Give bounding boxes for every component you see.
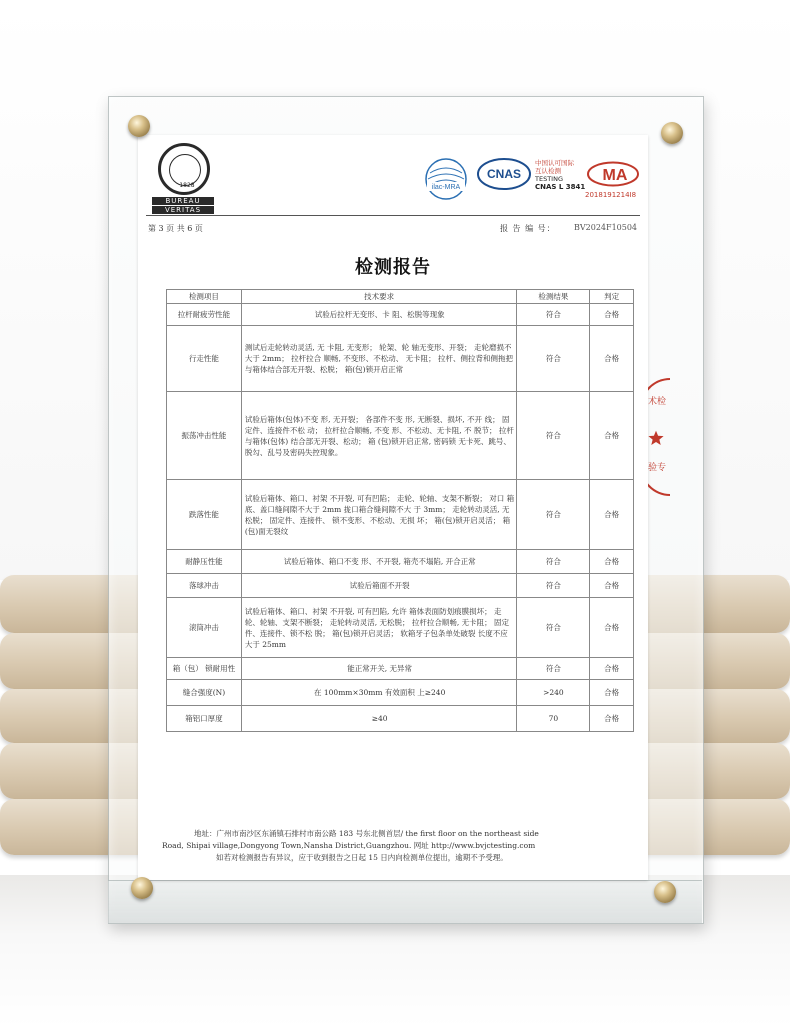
table-row xyxy=(167,598,634,658)
cnas-text-line1: 中国认可国际 xyxy=(535,159,574,167)
report-footer xyxy=(138,828,648,864)
cell-verdict: 合格 xyxy=(590,326,634,392)
cnas-text-line4: CNAS L 3841 xyxy=(535,183,586,191)
cell-item: 箱铝口厚度 xyxy=(167,706,242,732)
cma-text: MA xyxy=(602,167,628,184)
cell-item: 振荡冲击性能 xyxy=(167,392,242,480)
cnas-text-line3: TESTING xyxy=(535,175,563,183)
cell-verdict: 合格 xyxy=(590,550,634,574)
cell-verdict: 合格 xyxy=(590,304,634,326)
cnas-text-line2: 互认检测 xyxy=(535,167,561,175)
cma-number: 2018191214I8 xyxy=(585,191,637,199)
cell-requirement: 测试后走轮转动灵活, 无 卡阻, 无变形； 轮架、轮 轴无变形、开裂； 走轮磨损不大于 2mm； 拉杆拉合 顺畅, 不变形、不松动、 无卡阻； 拉杆、侧拉背和侧拖把与箱体结合部无开裂、松脱； 箱(包)锁开启正常 xyxy=(241,326,517,392)
table-row xyxy=(167,706,634,732)
cell-requirement: 试验后箱体、箱口、衬架 不开裂, 可有凹陷, 允许 箱体表面防划痕膜损坏； 走轮、轮轴、支架不断裂； 走轮转动灵活, 无松脱； 拉杆拉合顺畅, 无卡阻； 固定件、连接件、锁不松 脱； 箱(包)锁开启灵活； 软箱牙子包条单处破裂 长度不应大于 25mm xyxy=(241,598,517,658)
table-header-row xyxy=(167,290,634,304)
seal-text-top: 术检 xyxy=(648,397,667,407)
report-number-label: 报 告 编 号： xyxy=(500,224,556,233)
cell-item: 滚筒冲击 xyxy=(167,598,242,658)
report-title: 检测报告 xyxy=(355,257,431,278)
seal-text-bottom: 验专 xyxy=(648,463,667,473)
cnas-text: CNAS xyxy=(486,167,522,181)
cell-requirement: 试验后箱体、箱口不变 形、不开裂, 箱壳不塌陷, 开合正常 xyxy=(241,550,517,574)
footer-address-line2: Road, Shipai village,Dongyong Town,Nansha District,Guangzhou. 网址 http://www.bvjctesting.com xyxy=(162,841,536,850)
table-row xyxy=(167,304,634,326)
bureau-veritas-logo xyxy=(152,143,218,215)
cell-requirement: ≥40 xyxy=(241,706,517,732)
cell-item: 耐静压性能 xyxy=(167,550,242,574)
cell-verdict: 合格 xyxy=(590,574,634,598)
cell-verdict: 合格 xyxy=(590,598,634,658)
table-row xyxy=(167,392,634,480)
cell-item: 落球冲击 xyxy=(167,574,242,598)
cell-requirement: 试验后拉杆无变形、卡 阻、松脱等现象 xyxy=(241,304,517,326)
cell-result: 符合 xyxy=(517,658,590,680)
table-row xyxy=(167,326,634,392)
frame-screw-icon xyxy=(654,881,676,903)
cell-item: 箱（包） 锁耐用性 xyxy=(167,658,242,680)
cell-result: 符合 xyxy=(517,480,590,550)
test-report-page xyxy=(138,135,648,880)
cma-logo-icon xyxy=(586,161,640,187)
footer-notice: 如若对检测报告有异议，应于收到报告之日起 15 日内向检测单位提出，逾期不予受理。 xyxy=(216,853,508,862)
col-header-verdict: 判定 xyxy=(590,290,634,304)
frame-screw-icon xyxy=(131,877,153,899)
cell-result: 70 xyxy=(517,706,590,732)
cell-verdict: 合格 xyxy=(590,480,634,550)
table-row xyxy=(167,550,634,574)
cell-result: 符合 xyxy=(517,304,590,326)
cell-requirement: 在 100mm×30mm 有效面积 上≥240 xyxy=(241,680,517,706)
table-row xyxy=(167,480,634,550)
acrylic-frame-base xyxy=(108,880,702,923)
cnas-accreditation-text xyxy=(535,159,585,191)
bureau-veritas-seal-icon xyxy=(158,143,210,195)
cell-requirement: 试验后箱体、箱口、衬架 不开裂, 可有凹陷； 走轮、轮轴、支架不断裂； 对口 箱底、盖口缝间隙不大于 2mm 拢口箱合缝间隙不大 于 3mm； 走轮转动灵活, 无松脱； 固定件、连接件、 锁不变形、不松动、无损 坏； 箱(包)锁开启灵活； 箱(包)面无裂纹 xyxy=(241,480,517,550)
test-results-table xyxy=(166,289,634,732)
cell-result: 符合 xyxy=(517,392,590,480)
ilac-mra-logo-icon xyxy=(424,157,468,201)
cell-item: 拉杆耐疲劳性能 xyxy=(167,304,242,326)
bv-word-bureau: BUREAU xyxy=(152,197,214,205)
cnas-logo-icon xyxy=(476,157,532,191)
cell-result: 符合 xyxy=(517,326,590,392)
cell-result: 符合 xyxy=(517,550,590,574)
bv-year: 1828 xyxy=(179,182,195,189)
cell-verdict: 合格 xyxy=(590,706,634,732)
col-header-result: 检测结果 xyxy=(517,290,590,304)
footer-address-line1: 地址：广州市南沙区东涌镇石排村市南公路 183 号东北侧首层/ the first floor on the northeast side xyxy=(194,829,539,838)
header-divider xyxy=(146,215,640,216)
table-row xyxy=(167,680,634,706)
report-number-value: BV2024F10504 xyxy=(574,223,638,232)
table-row xyxy=(167,658,634,680)
cell-requirement: 能正常开关, 无异常 xyxy=(241,658,517,680)
cell-verdict: 合格 xyxy=(590,658,634,680)
ilac-mra-text: ilac-MRA xyxy=(431,184,461,191)
cell-requirement: 试验后箱面不开裂 xyxy=(241,574,517,598)
col-header-item: 检测项目 xyxy=(167,290,242,304)
cell-result: >240 xyxy=(517,680,590,706)
cell-requirement: 试验后箱体(包体)不变 形, 无开裂； 各部件不变 形, 无断裂、损坏, 不开 线； 固定件、连接件不松 动； 拉杆拉合顺畅, 不变 形、不松动、无卡阻, 不 脱节； 拉杆与箱体(包体) 结合部无开裂、松动； 箱 (包)锁开启正常, 密码锁 无卡死、跳号、脱勾、乱号及密码失控现象。 xyxy=(241,392,517,480)
cell-result: 符合 xyxy=(517,574,590,598)
page-info: 第 3 页 共 6 页 xyxy=(148,224,203,233)
cell-verdict: 合格 xyxy=(590,392,634,480)
cell-item: 缝合强度(N) xyxy=(167,680,242,706)
cell-item: 跌落性能 xyxy=(167,480,242,550)
cell-verdict: 合格 xyxy=(590,680,634,706)
table-row xyxy=(167,574,634,598)
bv-word-veritas: VERITAS xyxy=(152,206,214,214)
col-header-requirement: 技术要求 xyxy=(241,290,517,304)
cell-result: 符合 xyxy=(517,598,590,658)
cell-item: 行走性能 xyxy=(167,326,242,392)
frame-screw-icon xyxy=(661,122,683,144)
seal-star-icon xyxy=(648,430,664,446)
frame-screw-icon xyxy=(128,115,150,137)
